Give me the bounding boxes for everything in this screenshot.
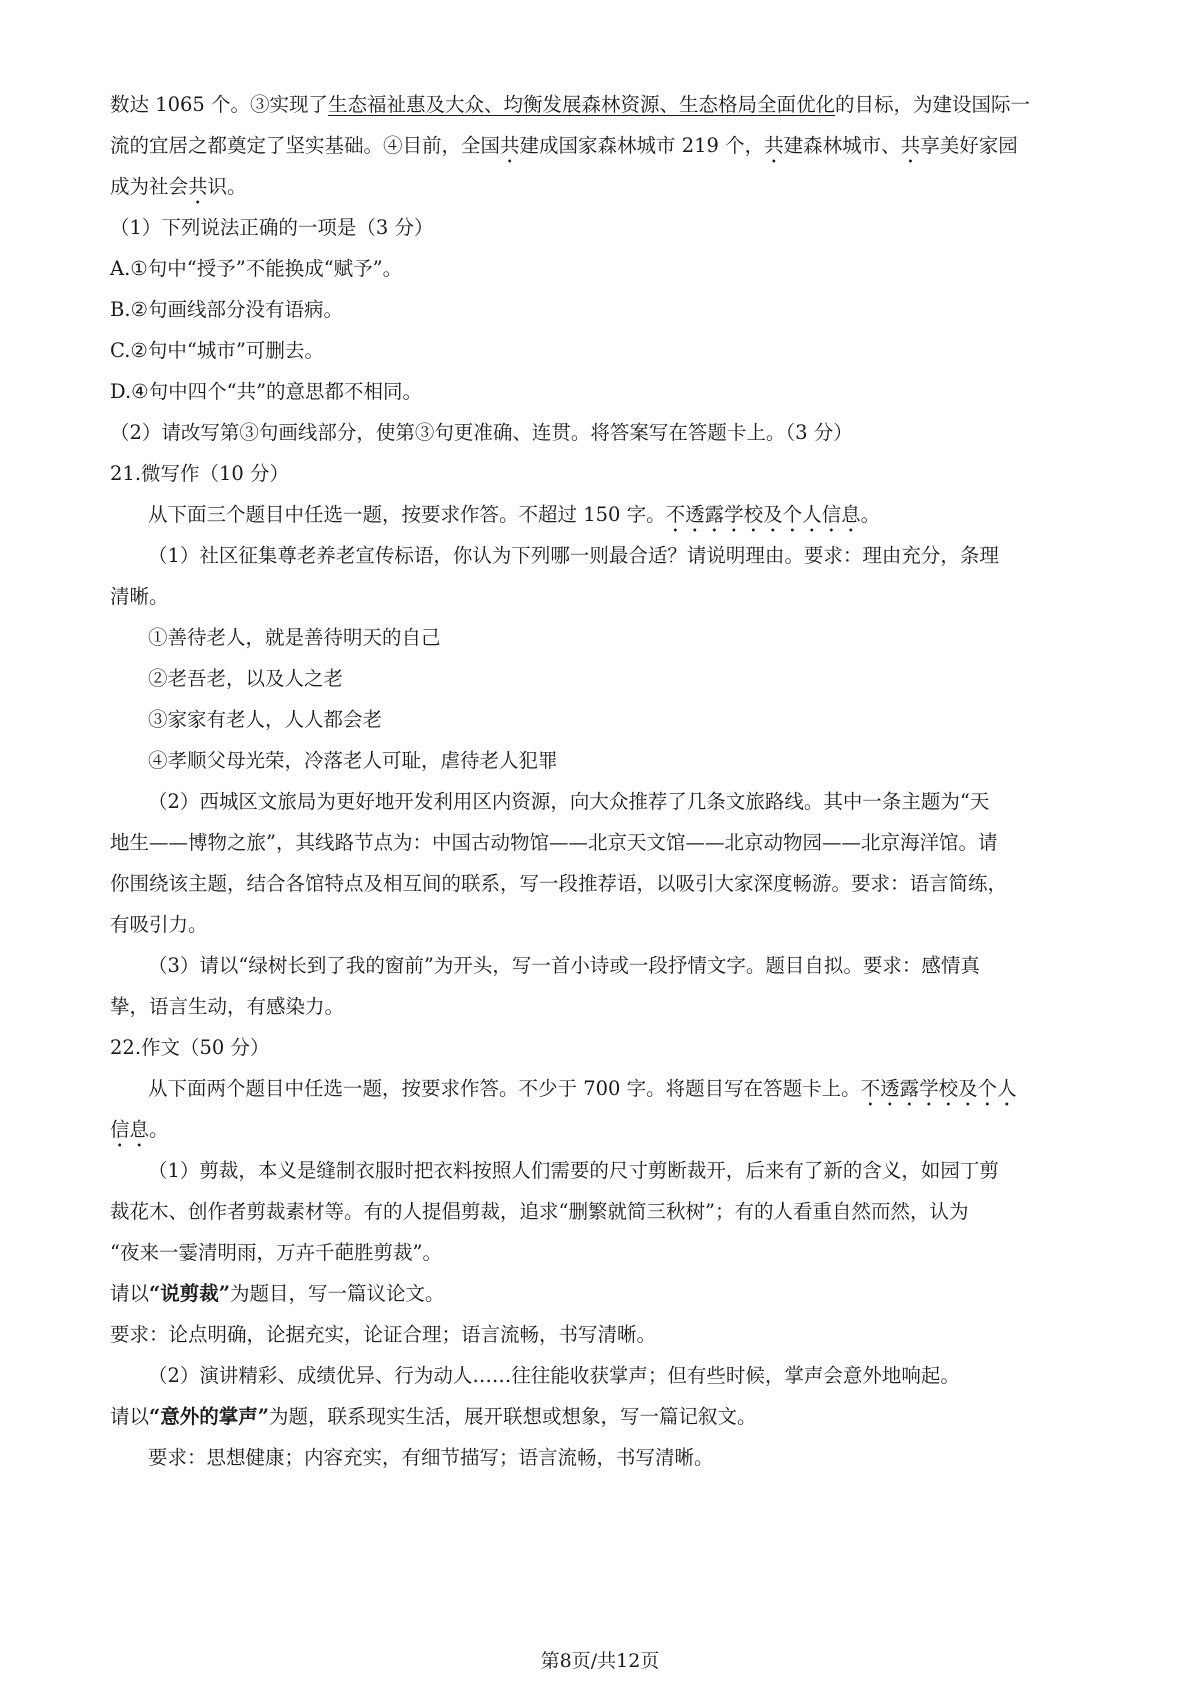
section-title: 22.作文（50 分） <box>110 1036 270 1059</box>
option-c: C.②句中“城市”可删去。 <box>110 339 324 362</box>
document-body <box>110 84 1095 1478</box>
task-text: （2）西城区文旅局为更好地开发利用区内资源，向大众推荐了几条文旅路线。其中一条主题为“天 <box>148 790 990 813</box>
paragraph-line: 成为社会共识。 <box>110 175 247 198</box>
underlined-phrase: 生态福祉惠及大众、均衡发展森林资源、生态格局全面优化 <box>328 93 836 116</box>
task-prompt: 请以“说剪裁”为题目，写一篇议论文。 <box>110 1282 445 1305</box>
page-number: 第8页/共12页 <box>540 1650 660 1672</box>
question-stem: （2）请改写第③句画线部分，使第③句更准确、连贯。将答案写在答题卡上。（3 分） <box>110 421 853 444</box>
section-intro: 从下面三个题目中任选一题，按要求作答。不超过 150 字。不透露学校及个人信息。 <box>148 503 881 526</box>
paragraph-line: 流的宜居之都奠定了坚实基础。④目前，全国共建成国家森林城市 219 个，共建森林城市、共享美好家园 <box>110 134 1018 157</box>
task-text: （3）请以“绿树长到了我的窗前”为开头，写一首小诗或一段抒情文字。题目自拟。要求：感情真 <box>148 954 980 977</box>
task-text: （1）社区征集尊老养老宣传标语，你认为下列哪一则最合适？请说明理由。要求：理由充分，条理 <box>148 544 999 567</box>
task-prompt: 请以“意外的掌声”为题，联系现实生活，展开联想或想象，写一篇记叙文。 <box>110 1405 757 1428</box>
task-text: （2）演讲精彩、成绩优异、行为动人……往往能收获掌声；但有些时候，掌声会意外地响起。 <box>148 1364 960 1387</box>
option-b: B.②句画线部分没有语病。 <box>110 298 344 321</box>
task-text: 挚，语言生动，有感染力。 <box>110 995 345 1018</box>
option-d: D.④句中四个“共”的意思都不相同。 <box>110 380 423 403</box>
section-intro: 信息。 <box>110 1118 169 1141</box>
paragraph-line: 数达 1065 个。③实现了生态福祉惠及大众、均衡发展森林资源、生态格局全面优化的目标，为建设国际一 <box>110 93 1031 116</box>
section-intro: 从下面两个题目中任选一题，按要求作答。不少于 700 字。将题目写在答题卡上。不透露学校及个人 <box>148 1077 1017 1100</box>
task-requirement: 要求：论点明确，论据充实，论证合理；语言流畅，书写清晰。 <box>110 1323 657 1346</box>
slogan-option: ④孝顺父母光荣，冷落老人可耻，虐待老人犯罪 <box>148 749 558 772</box>
question-stem: （1）下列说法正确的一项是（3 分） <box>110 216 434 239</box>
option-a: A.①句中“授予”不能换成“赋予”。 <box>110 257 403 280</box>
slogan-option: ①善待老人，就是善待明天的自己 <box>148 626 441 649</box>
task-text: 裁花木、创作者剪裁素材等。有的人提倡剪裁，追求“删繁就简三秋树”；有的人看重自然而然，认为 <box>110 1200 969 1223</box>
slogan-option: ③家家有老人，人人都会老 <box>148 708 383 731</box>
task-text: 有吸引力。 <box>110 913 208 936</box>
slogan-option: ②老吾老，以及人之老 <box>148 667 344 690</box>
section-title: 21.微写作（10 分） <box>110 462 290 485</box>
task-requirement: 要求：思想健康；内容充实，有细节描写；语言流畅，书写清晰。 <box>148 1446 714 1469</box>
task-text: （1）剪裁，本义是缝制衣服时把衣料按照人们需要的尺寸剪断裁开，后来有了新的含义，如园丁剪 <box>148 1159 999 1182</box>
task-text: 清晰。 <box>110 585 169 608</box>
task-text: 地生——博物之旅”，其线路节点为：中国古动物馆——北京天文馆——北京动物园——北京海洋馆。请 <box>110 831 998 854</box>
task-text: 你围绕该主题，结合各馆特点及相互间的联系，写一段推荐语，以吸引大家深度畅游。要求：语言简练， <box>110 872 1008 895</box>
task-text: “夜来一霎清明雨，万卉千葩胜剪裁”。 <box>110 1241 442 1264</box>
